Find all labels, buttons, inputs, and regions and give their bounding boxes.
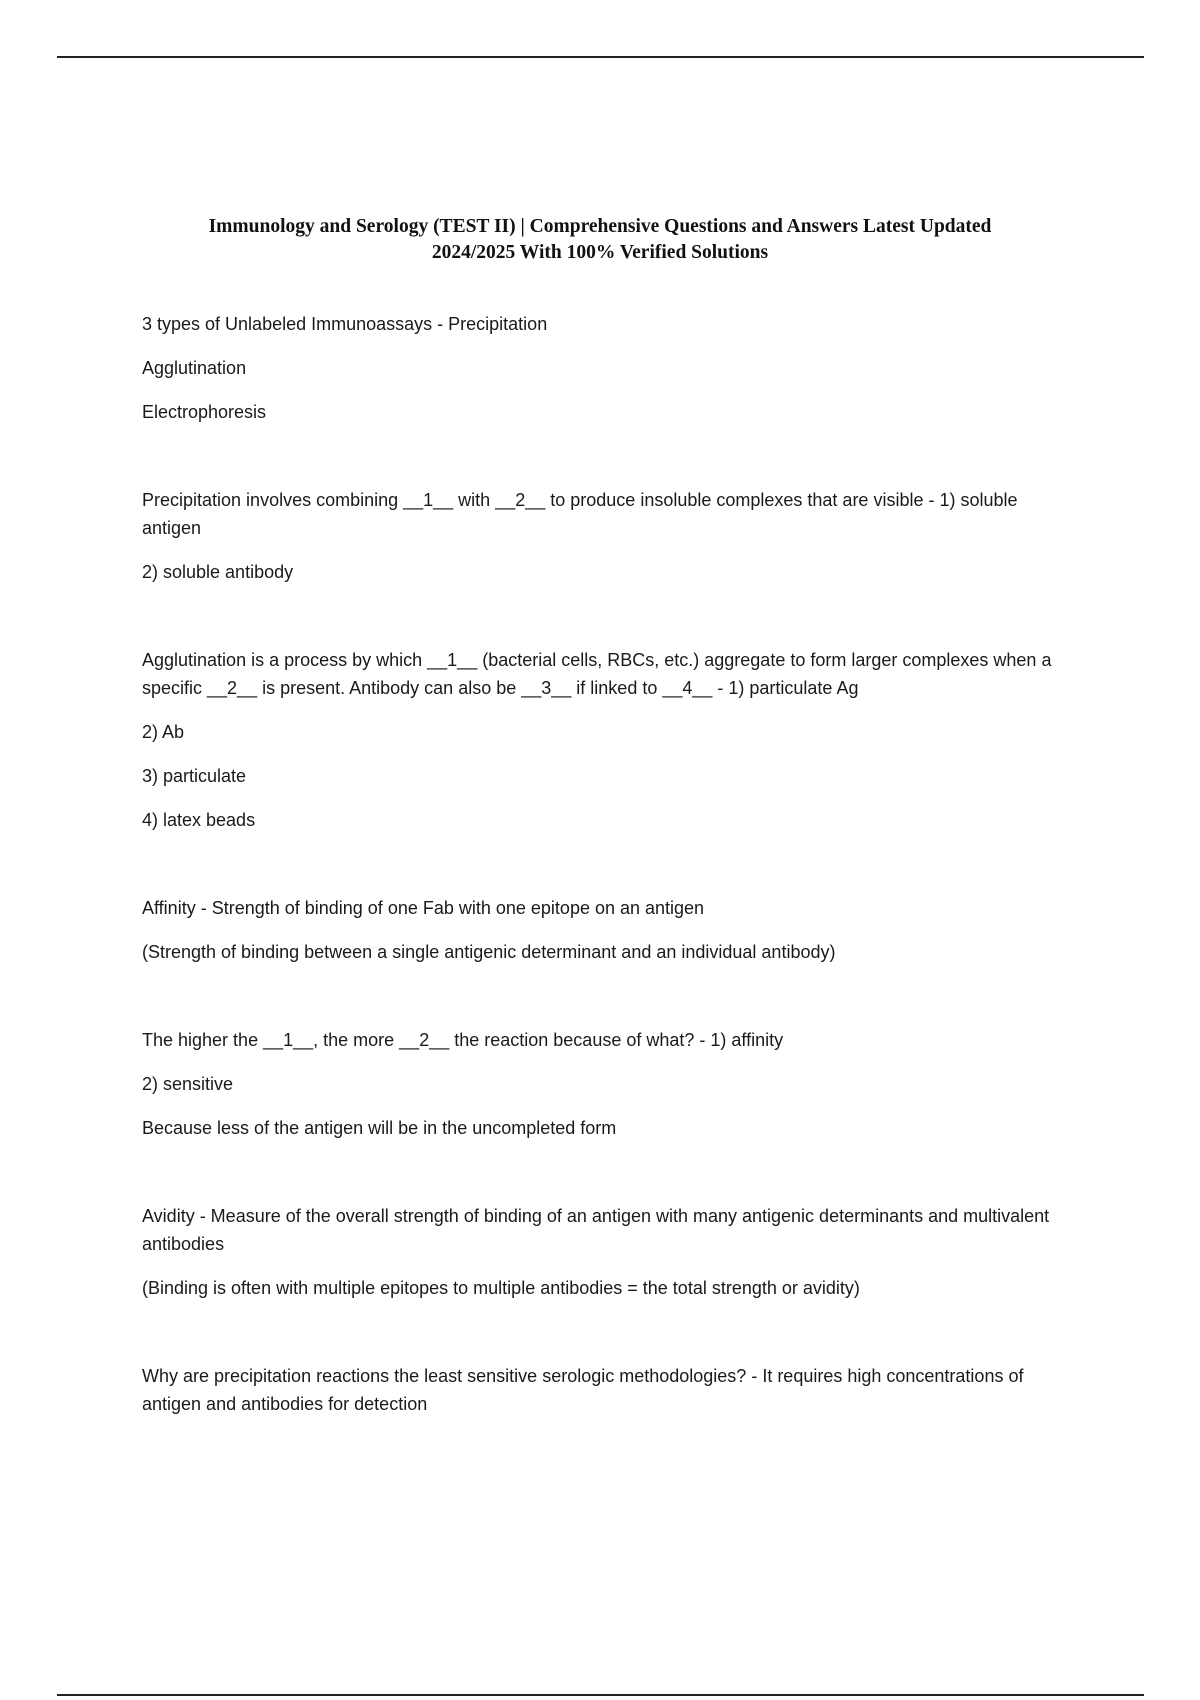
top-rule	[57, 56, 1144, 58]
qa-line: 4) latex beads	[142, 810, 256, 830]
qa-line: Because less of the antigen will be in the uncompleted form	[142, 1118, 617, 1138]
qa-line: (Binding is often with multiple epitopes to multiple antibodies = the total strength or avidity)	[142, 1278, 860, 1298]
qa-line: Why are precipitation reactions the least sensitive serologic methodologies? - It requires high concentrations of antigen and antibodies for detection	[142, 1366, 1024, 1414]
title-line-2: 2024/2025 With 100% Verified Solutions	[431, 242, 769, 263]
qa-block-higher-affinity	[142, 1026, 1072, 1142]
qa-line: (Strength of binding between a single antigenic determinant and an individual antibody)	[142, 942, 836, 962]
qa-line: Agglutination	[142, 358, 247, 378]
qa-line: Affinity - Strength of binding of one Fab with one epitope on an antigen	[142, 898, 705, 918]
qa-line: Agglutination is a process by which __1__ (bacterial cells, RBCs, etc.) aggregate to form larger complexes when a specific __2__ is present. Antibody can also be __3__ if linked to __4__ - 1) particulate Ag	[142, 650, 1052, 698]
qa-content	[142, 310, 1072, 1478]
qa-line: Avidity - Measure of the overall strength of binding of an antigen with many antigenic determinants and multivalent antibodies	[142, 1206, 1050, 1254]
qa-block-affinity	[142, 894, 1072, 966]
qa-line: 3 types of Unlabeled Immunoassays - Precipitation	[142, 314, 548, 334]
qa-line: Precipitation involves combining __1__ with __2__ to produce insoluble complexes that are visible - 1) soluble antigen	[142, 490, 1018, 538]
qa-block-agglutination	[142, 646, 1072, 834]
qa-line: Electrophoresis	[142, 402, 267, 422]
qa-block-precipitation	[142, 486, 1072, 586]
qa-line: 2) Ab	[142, 722, 185, 742]
qa-block-precipitation-sensitivity	[142, 1362, 1072, 1418]
qa-line: 3) particulate	[142, 766, 247, 786]
qa-line: 2) sensitive	[142, 1074, 234, 1094]
document-title	[100, 214, 1100, 266]
qa-block-avidity	[142, 1202, 1072, 1302]
qa-block-unlabeled-immunoassays	[142, 310, 1072, 426]
title-line-1: Immunology and Serology (TEST II) | Comprehensive Questions and Answers Latest Updated	[208, 216, 992, 237]
bottom-rule	[57, 1694, 1144, 1696]
qa-line: 2) soluble antibody	[142, 562, 294, 582]
qa-line: The higher the __1__, the more __2__ the reaction because of what? - 1) affinity	[142, 1030, 784, 1050]
